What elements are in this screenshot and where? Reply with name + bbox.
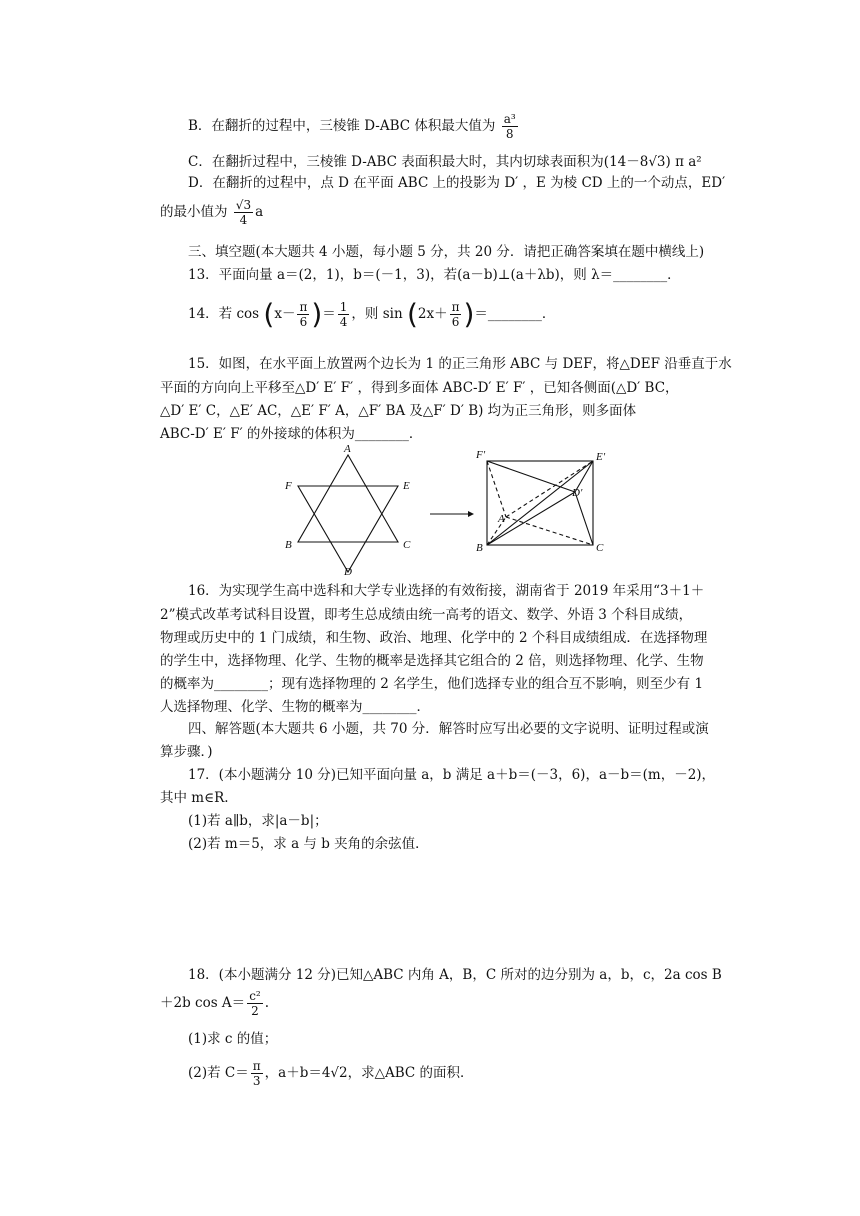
option-d-line2 bbox=[160, 198, 740, 227]
triangle-abc bbox=[298, 455, 398, 542]
fraction-denominator: 3 bbox=[252, 1074, 261, 1088]
question-17-part1: (1)若 a∥b，求|a－b|； bbox=[188, 813, 328, 829]
q18-equation: ＋2b cos A＝ bbox=[160, 995, 246, 1011]
label-f: F bbox=[285, 480, 292, 492]
question-16-line2: 2”模式改革考试科目设置，即考生总成绩由统一高考的语文、数学、外语 3 个科目成绩， bbox=[160, 607, 693, 623]
section-4-title: 四、解答题(本大题共 6 小题，共 70 分．解答时应写出必要的文字说明、证明过程或演 bbox=[188, 721, 709, 737]
polyhedron-diagram bbox=[487, 461, 593, 545]
label-d-prime: D′ bbox=[572, 487, 583, 499]
q18-part2-prefix: (2)若 C＝ bbox=[188, 1065, 249, 1081]
polyhedron-figure bbox=[270, 440, 630, 575]
edge-be bbox=[487, 461, 593, 545]
fraction-denominator: 2 bbox=[251, 1004, 259, 1018]
label-a: A bbox=[344, 443, 351, 455]
fraction-numerator: π bbox=[252, 1059, 261, 1073]
q18-period: . bbox=[264, 995, 270, 1011]
label-e-prime: E′ bbox=[596, 451, 606, 463]
question-15-line1: 15．如图，在水平面上放置两个边长为 1 的正三角形 ABC 与 DEF，将△DEF 沿垂直于水 bbox=[188, 356, 732, 372]
question-18-part1: (1)求 c 的值； bbox=[188, 1031, 278, 1047]
question-17-line1: 17．(本小题满分 10 分)已知平面向量 a，b 满足 a＋b＝(－3，6)，a－b＝(m，－2)， bbox=[188, 767, 716, 783]
label-f-prime: F′ bbox=[476, 449, 486, 461]
pi-over-3-fraction bbox=[251, 1059, 263, 1088]
q14-suffix: ＝________． bbox=[474, 306, 556, 322]
fraction-numerator: a³ bbox=[503, 112, 516, 126]
option-c bbox=[188, 152, 740, 172]
pi-over-6-fraction bbox=[450, 300, 462, 329]
label-a-right: A bbox=[498, 513, 505, 525]
question-17-line2: 其中 m∈R. bbox=[160, 790, 229, 806]
question-14 bbox=[188, 294, 740, 334]
right-paren: ) bbox=[463, 297, 475, 331]
fraction-denominator: 6 bbox=[299, 315, 308, 329]
edge-ac-dashed bbox=[506, 517, 593, 545]
question-18-line1: 18．(本小题满分 12 分)已知△ABC 内角 A，B，C 所对的边分别为 a，b，c，2a cos B bbox=[188, 967, 722, 983]
option-b bbox=[188, 112, 740, 141]
q14-middle: ，则 sin bbox=[351, 306, 403, 322]
fraction-numerator: 1 bbox=[339, 300, 348, 314]
edge-fa-dashed bbox=[487, 461, 506, 517]
fraction-numerator: √3 bbox=[235, 198, 252, 212]
question-15-line4: ABC-D′ E′ F′ 的外接球的体积为________． bbox=[160, 426, 423, 442]
label-e: E bbox=[403, 480, 410, 492]
section-3-title: 三、填空题(本大题共 4 小题，每小题 5 分，共 20 分．请把正确答案填在题中横线上) bbox=[188, 244, 705, 260]
question-16-line1: 16．为实现学生高中选科和大学专业选择的有效衔接，湖南省于 2019 年采用“3＋1＋ bbox=[188, 583, 705, 599]
triangle-def bbox=[298, 486, 398, 572]
fraction-denominator: 6 bbox=[451, 315, 460, 329]
question-16-line4: 的学生中，选择物理、化学、生物的概率是选择其它组合的 2 倍，则选择物理、化学、生物 bbox=[160, 653, 704, 669]
edge-dc bbox=[575, 492, 593, 545]
one-quarter-fraction bbox=[338, 300, 350, 329]
fraction-numerator: c² bbox=[249, 989, 261, 1003]
question-15-line3: △D′ E′ C，△E′ AC，△E′ F′ A，△F′ BA 及△F′ D′ B) 均为正三角形，则多面体 bbox=[160, 403, 637, 419]
question-18-part2 bbox=[188, 1056, 740, 1090]
fraction-denominator: 4 bbox=[339, 315, 348, 329]
option-b-text: B．在翻折的过程中，三棱锥 D-ABC 体积最大值为 bbox=[188, 118, 496, 134]
left-paren: ( bbox=[263, 297, 275, 331]
volume-fraction bbox=[502, 112, 518, 141]
question-13: 13．平面向量 a＝(2，1)，b＝(－1，3)，若(a－b)⊥(a＋λb)，则 λ＝________． bbox=[188, 267, 681, 283]
question-16-line6: 人选择物理、化学、生物的概率为________． bbox=[160, 699, 430, 715]
fraction-denominator: 8 bbox=[505, 127, 514, 141]
hexagram-diagram bbox=[298, 455, 398, 572]
question-16-line3: 物理或历史中的 1 门成绩，和生物、政治、地理、化学中的 2 个科目成绩组成．在选择物理 bbox=[160, 630, 708, 646]
question-15-line2: 平面的方向向上平移至△D′ E′ F′ ，得到多面体 ABC-D′ E′ F′ ，已知各侧面(△D′ BC， bbox=[160, 380, 679, 396]
edge-fd bbox=[487, 461, 575, 492]
fraction-numerator: π bbox=[299, 300, 308, 314]
question-17-part2: (2)若 m＝5，求 a 与 b 夹角的余弦值． bbox=[188, 836, 429, 852]
option-c-text: C．在翻折过程中，三棱锥 D-ABC 表面积最大时，其内切球表面积为(14－8√3) π a² bbox=[188, 154, 702, 170]
q14-prefix: 14．若 cos bbox=[188, 306, 260, 322]
label-b-right: B bbox=[476, 542, 483, 554]
label-c: C bbox=[403, 539, 411, 551]
pi-over-6-fraction bbox=[297, 300, 309, 329]
c-squared-over-2-fraction bbox=[247, 989, 263, 1018]
option-d-suffix: a bbox=[255, 204, 264, 220]
question-16-line5: 的概率为________；现有选择物理的 2 名学生，他们选择专业的组合互不影响，则至少有 1 bbox=[160, 676, 704, 692]
q18-part2-suffix: ，a＋b＝4√2，求△ABC 的面积． bbox=[264, 1065, 474, 1081]
label-b: B bbox=[285, 539, 292, 551]
question-18-line2 bbox=[160, 986, 740, 1020]
q14-arg2: 2x＋ bbox=[417, 306, 448, 322]
fraction-numerator: π bbox=[451, 300, 460, 314]
q14-arg1: x－ bbox=[274, 306, 296, 322]
option-d-text: 的最小值为 bbox=[160, 204, 228, 220]
section-4-title-cont: 算步骤．) bbox=[160, 744, 213, 760]
label-c-right: C bbox=[596, 542, 604, 554]
fraction-denominator: 4 bbox=[239, 213, 248, 227]
arrow-icon bbox=[430, 511, 474, 517]
label-d: D bbox=[344, 566, 352, 575]
option-d-line1: D．在翻折的过程中，点 D 在平面 ABC 上的投影为 D′ ，E 为棱 CD 上的一个动点，ED′ bbox=[188, 175, 726, 191]
q14-equals: ＝ bbox=[322, 306, 336, 322]
right-paren: ) bbox=[311, 297, 323, 331]
min-value-fraction bbox=[234, 198, 253, 227]
left-paren: ( bbox=[406, 297, 418, 331]
